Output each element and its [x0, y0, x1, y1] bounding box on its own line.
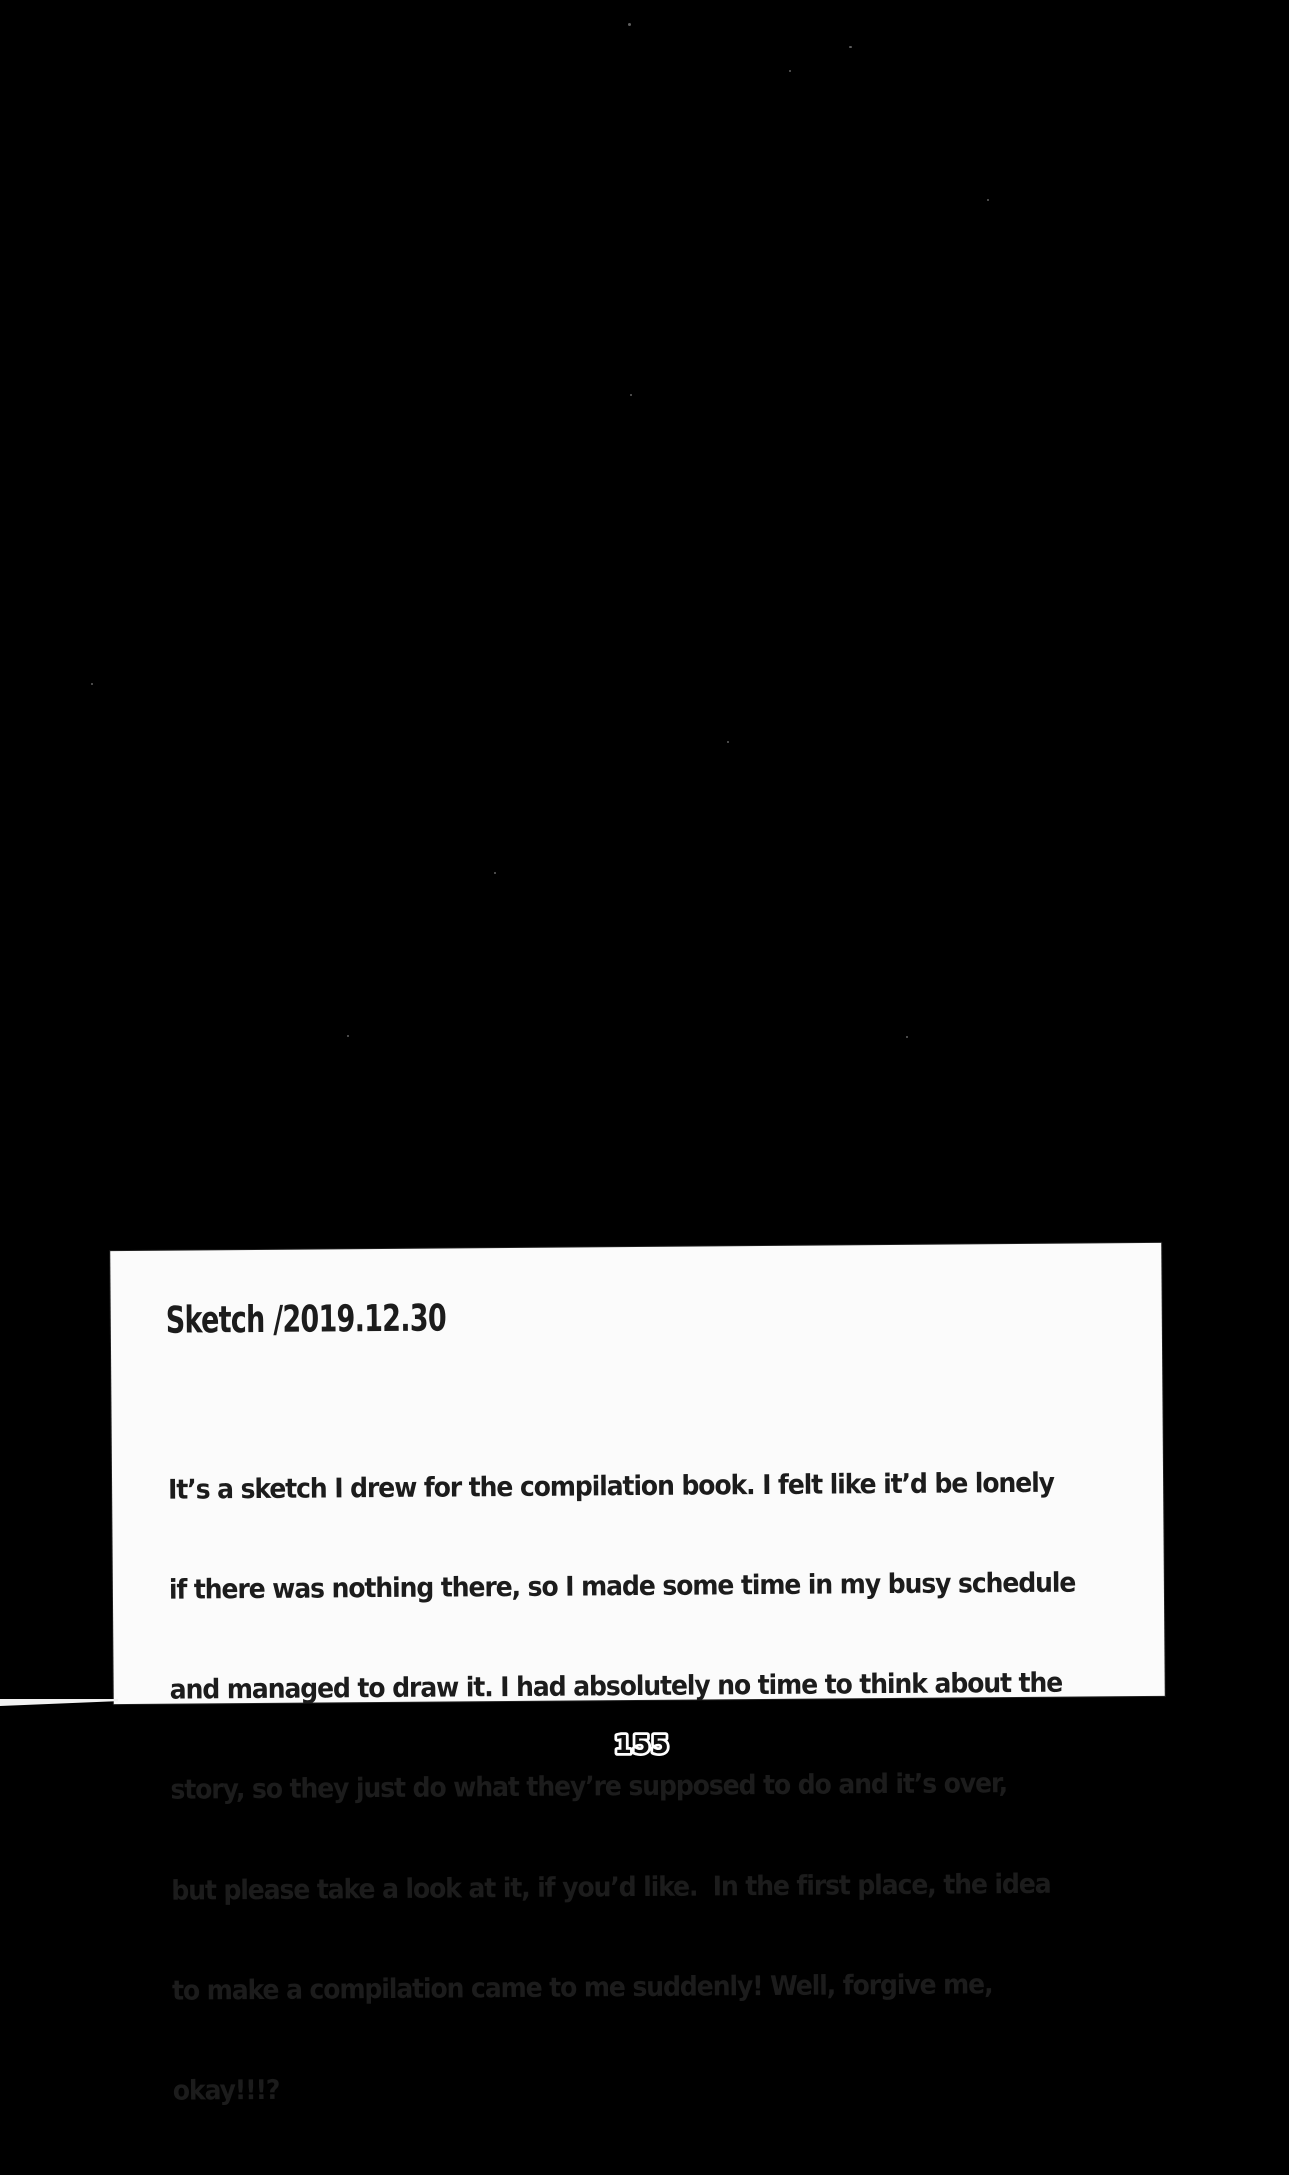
dust-speck: [347, 1035, 349, 1037]
note-line: to make a compilation came to me suddenly! Well, forgive me,: [171, 1969, 993, 2007]
note-line: story, so they just do what they’re supposed to do and it’s over,: [170, 1768, 1008, 1807]
dust-speck: [630, 394, 632, 396]
dust-speck: [494, 872, 496, 874]
dust-speck: [727, 741, 729, 743]
dust-speck: [789, 70, 791, 72]
dust-speck: [906, 1036, 908, 1038]
note-line: and managed to draw it. I had absolutely no time to think about the: [169, 1667, 1063, 1706]
note-line: It’s a sketch I drew for the compilation book. I felt like it’d be lonely: [167, 1467, 1055, 1506]
page-number-badge: [597, 1725, 687, 1763]
dust-speck: [849, 46, 852, 48]
page-edge-artifact: [0, 1699, 118, 1706]
dust-speck: [628, 23, 631, 26]
note-line: okay!!!?: [172, 2074, 280, 2107]
page-number: 155: [614, 1730, 670, 1759]
dust-speck: [987, 199, 989, 201]
dust-speck: [91, 683, 93, 685]
afterword-paragraph: [167, 1398, 1289, 2175]
note-line: but please take a look at it, if you’d like. In the first place, the idea: [171, 1868, 1051, 1907]
note-line: if there was nothing there, so I made some time in my busy schedule: [168, 1567, 1076, 1606]
sketch-title: Sketch /2019.12.30: [165, 1296, 447, 1342]
